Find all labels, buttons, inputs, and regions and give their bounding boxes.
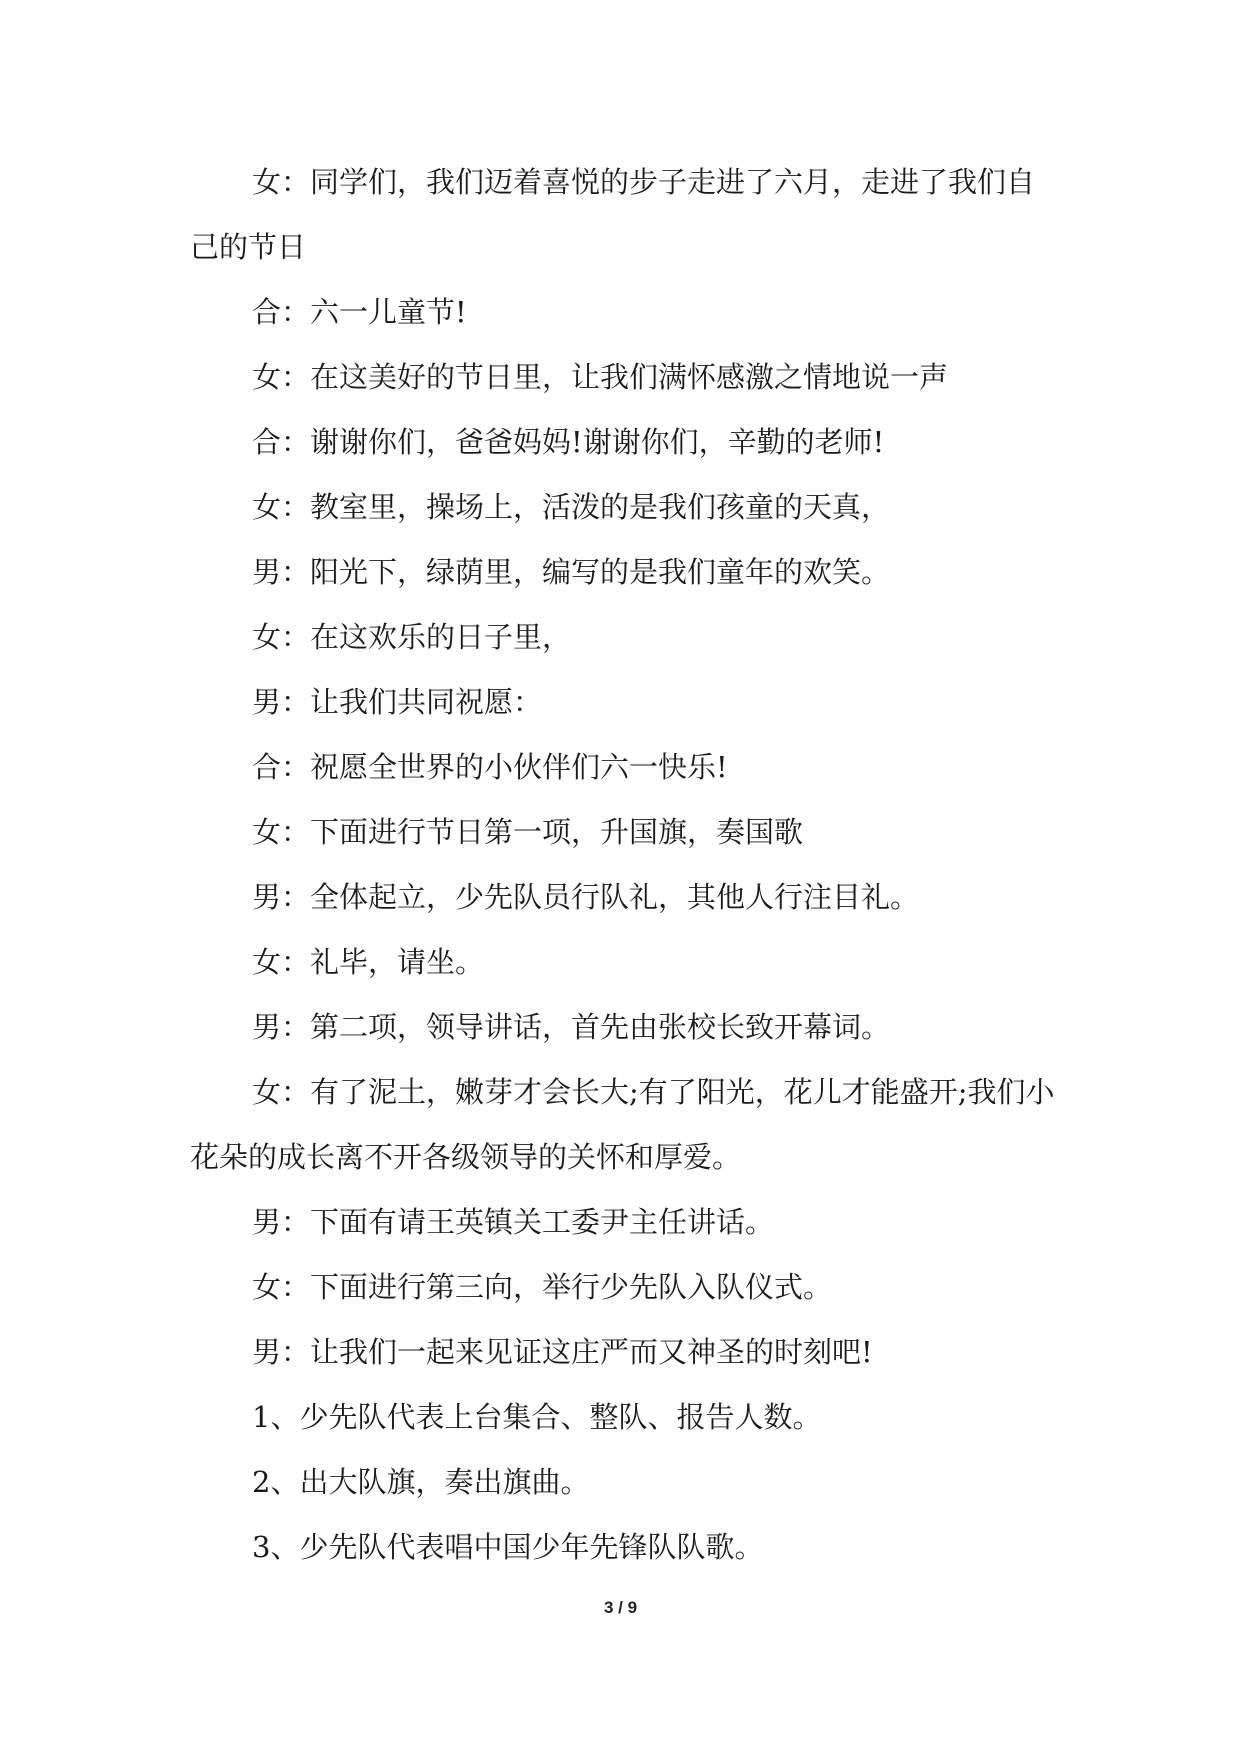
paragraph: 男：让我们共同祝愿：	[252, 685, 543, 719]
paragraph: 男：第二项，领导讲话，首先由张校长致开幕词。	[252, 1010, 891, 1044]
paragraph: 合：六一儿童节!	[252, 295, 467, 329]
paragraph: 男：下面有请王英镇关工委尹主任讲话。	[252, 1205, 775, 1239]
list-item: 1、少先队代表上台集合、整队、报告人数。	[252, 1400, 822, 1434]
paragraph: 女：在这美好的节日里，让我们满怀感激之情地说一声	[252, 360, 949, 394]
paragraph: 男：让我们一起来见证这庄严而又神圣的时刻吧!	[252, 1335, 873, 1369]
paragraph: 女：教室里，操场上，活泼的是我们孩童的天真，	[252, 490, 891, 524]
list-item: 2、出大队旗，奏出旗曲。	[252, 1465, 590, 1499]
paragraph: 合：谢谢你们，爸爸妈妈!谢谢你们，辛勤的老师!	[252, 425, 885, 459]
paragraph: 女：有了泥土，嫩芽才会长大;有了阳光，花儿才能盛开;我们小花朵的成长离不开各级领导的关怀和厚爱。	[190, 1075, 1055, 1174]
paragraph: 男：阳光下，绿荫里，编写的是我们童年的欢笑。	[252, 555, 891, 589]
paragraph: 女：下面进行第三向，举行少先队入队仪式。	[252, 1270, 833, 1304]
paragraph: 女：同学们，我们迈着喜悦的步子走进了六月，走进了我们自己的节日	[190, 165, 1036, 264]
document-body	[190, 150, 1060, 1580]
paragraph: 合：祝愿全世界的小伙伴们六一快乐!	[252, 750, 728, 784]
page-number: 3 / 9	[603, 1598, 638, 1617]
paragraph: 女：礼毕，请坐。	[252, 945, 485, 979]
paragraph: 女：下面进行节日第一项，升国旗，奏国歌	[252, 815, 804, 849]
list-item: 3、少先队代表唱中国少年先锋队队歌。	[252, 1530, 764, 1564]
paragraph: 男：全体起立，少先队员行队礼，其他人行注目礼。	[252, 880, 920, 914]
paragraph: 女：在这欢乐的日子里，	[252, 620, 572, 654]
